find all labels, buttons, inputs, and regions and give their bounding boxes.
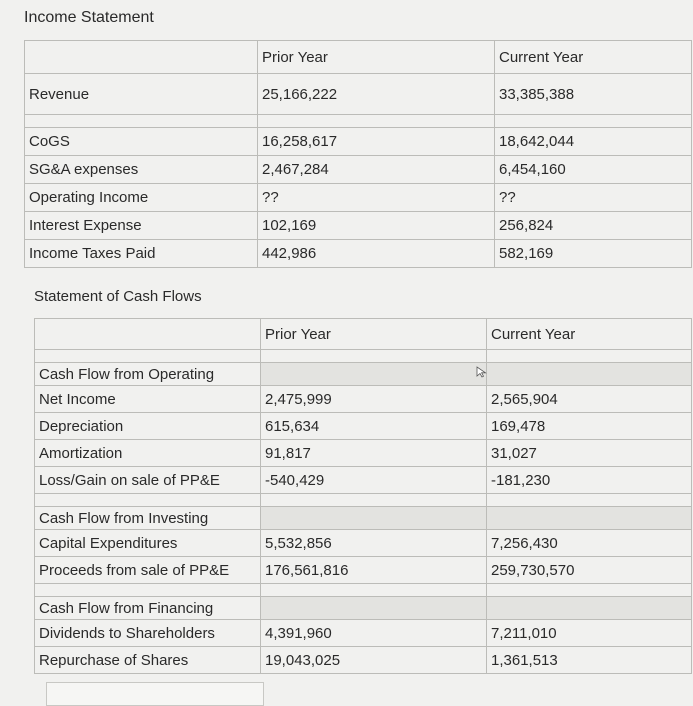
- prior-year-value: 2,475,999: [261, 386, 487, 413]
- table-row: [25, 184, 692, 212]
- row-label: Capital Expenditures: [35, 530, 261, 557]
- prior-year-value: 25,166,222: [258, 74, 495, 115]
- row-label: Proceeds from sale of PP&E: [35, 557, 261, 584]
- current-year-value: 7,256,430: [487, 530, 692, 557]
- prior-year-value: 176,561,816: [261, 557, 487, 584]
- spacer-row: [35, 494, 692, 507]
- row-label: Income Taxes Paid: [25, 240, 258, 268]
- row-label: Loss/Gain on sale of PP&E: [35, 467, 261, 494]
- cash-flows-table: [34, 318, 692, 674]
- table-row: [35, 557, 692, 584]
- answer-input-box[interactable]: [46, 682, 264, 706]
- prior-year-value: 16,258,617: [258, 128, 495, 156]
- row-label: Net Income: [35, 386, 261, 413]
- spacer-row: [35, 350, 692, 363]
- spacer-row: [25, 115, 692, 128]
- prior-year-value: -540,429: [261, 467, 487, 494]
- header-blank: [35, 319, 261, 350]
- current-year-value: 7,211,010: [487, 620, 692, 647]
- table-header-row: [25, 41, 692, 74]
- prior-year-value: 102,169: [258, 212, 495, 240]
- row-label: SG&A expenses: [25, 156, 258, 184]
- current-year-value: 2,565,904: [487, 386, 692, 413]
- group-label: Cash Flow from Financing: [35, 597, 261, 620]
- mouse-cursor-icon: [476, 366, 488, 378]
- section-title: Statement of Cash Flows: [34, 288, 202, 305]
- table-row: [35, 620, 692, 647]
- header-current-year: Current Year: [487, 319, 692, 350]
- group-header-row: [35, 507, 692, 530]
- row-label: Amortization: [35, 440, 261, 467]
- page-title: Income Statement: [24, 9, 154, 26]
- current-year-value: ??: [495, 184, 692, 212]
- table-row: [35, 530, 692, 557]
- row-label: Repurchase of Shares: [35, 647, 261, 674]
- table-row: [35, 386, 692, 413]
- current-year-value: 31,027: [487, 440, 692, 467]
- table-row: [25, 240, 692, 268]
- header-prior-year: Prior Year: [258, 41, 495, 74]
- header-blank: [25, 41, 258, 74]
- prior-year-value: 4,391,960: [261, 620, 487, 647]
- table-row: [25, 212, 692, 240]
- row-label: Dividends to Shareholders: [35, 620, 261, 647]
- current-year-value: -181,230: [487, 467, 692, 494]
- current-year-value: 169,478: [487, 413, 692, 440]
- current-year-value: 6,454,160: [495, 156, 692, 184]
- income-statement-table: [24, 40, 692, 268]
- row-label: CoGS: [25, 128, 258, 156]
- group-header-row: [35, 363, 692, 386]
- prior-year-value: 5,532,856: [261, 530, 487, 557]
- table-row: [35, 467, 692, 494]
- group-label: Cash Flow from Operating: [35, 363, 261, 386]
- current-year-value: 33,385,388: [495, 74, 692, 115]
- header-current-year: Current Year: [495, 41, 692, 74]
- table-row: [25, 128, 692, 156]
- current-year-value: 18,642,044: [495, 128, 692, 156]
- current-year-value: 259,730,570: [487, 557, 692, 584]
- prior-year-value: 2,467,284: [258, 156, 495, 184]
- prior-year-value: 19,043,025: [261, 647, 487, 674]
- row-label: Depreciation: [35, 413, 261, 440]
- group-label: Cash Flow from Investing: [35, 507, 261, 530]
- table-row: [25, 74, 692, 115]
- current-year-value: 1,361,513: [487, 647, 692, 674]
- table-row: [25, 156, 692, 184]
- header-prior-year: Prior Year: [261, 319, 487, 350]
- row-label: Revenue: [25, 74, 258, 115]
- spacer-row: [35, 584, 692, 597]
- table-row: [35, 440, 692, 467]
- prior-year-value: 615,634: [261, 413, 487, 440]
- prior-year-value: 442,986: [258, 240, 495, 268]
- table-row: [35, 647, 692, 674]
- table-header-row: [35, 319, 692, 350]
- current-year-value: 582,169: [495, 240, 692, 268]
- row-label: Operating Income: [25, 184, 258, 212]
- table-row: [35, 413, 692, 440]
- row-label: Interest Expense: [25, 212, 258, 240]
- prior-year-value: ??: [258, 184, 495, 212]
- group-header-row: [35, 597, 692, 620]
- prior-year-value: 91,817: [261, 440, 487, 467]
- current-year-value: 256,824: [495, 212, 692, 240]
